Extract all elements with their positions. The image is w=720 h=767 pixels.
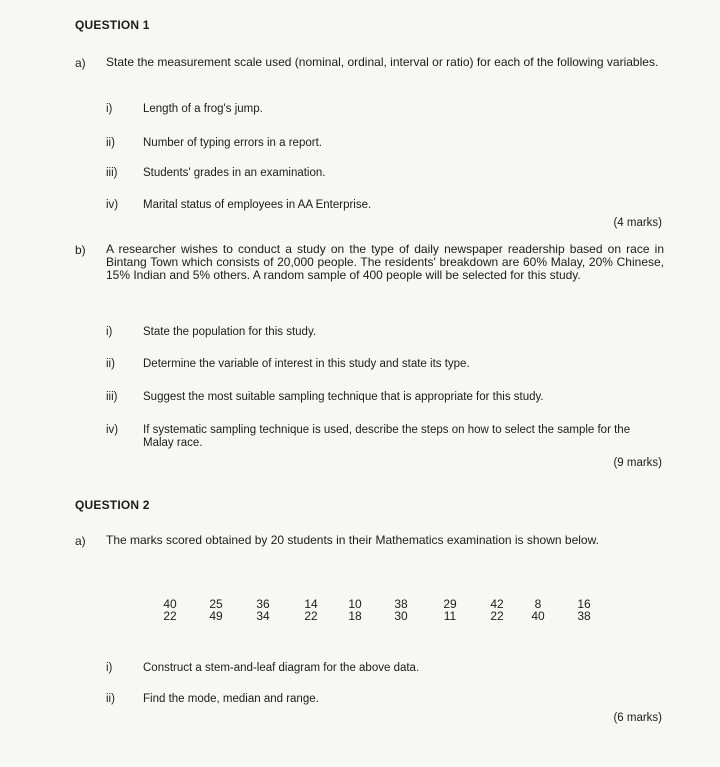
mark-cell: 22 [163, 609, 177, 623]
q2a-item-2-num: ii) [106, 693, 115, 705]
q2a-item-1-num: i) [106, 662, 113, 674]
q2-part-a-label: a) [75, 534, 86, 548]
question-2-title: QUESTION 2 [75, 498, 150, 512]
mark-cell: 36 [256, 597, 270, 611]
mark-cell: 30 [394, 609, 408, 623]
q2-part-a-text: The marks scored obtained by 20 students in their Mathematics examination is shown below. [106, 533, 599, 547]
mark-cell: 16 [577, 597, 591, 611]
q1b-marks: (9 marks) [613, 457, 662, 469]
q1b-item-1-text: State the population for this study. [143, 326, 317, 338]
q1a-item-3-num: iii) [106, 167, 118, 179]
mark-cell: 10 [348, 597, 362, 611]
q1-part-a-text: State the measurement scale used (nominal, ordinal, interval or ratio) for each of the following variables. [106, 55, 659, 69]
mark-cell: 42 [490, 597, 504, 611]
q1a-marks: (4 marks) [613, 217, 662, 229]
mark-cell: 34 [256, 609, 270, 623]
q1a-item-2-num: ii) [106, 137, 115, 149]
mark-cell: 38 [577, 609, 591, 623]
q1a-item-3-text: Students' grades in an examination. [143, 167, 326, 179]
q1-part-b-text: A researcher wishes to conduct a study on the type of daily newspaper readership based on race in Bintang Town which consists of 20,000 people. The residents' breakdown are 60% Malay, 20% Chinese, 15% Indian and 5% others. A random sample of 400 people will be selected for this study. [106, 242, 664, 282]
q1b-item-3-text: Suggest the most suitable sampling technique that is appropriate for this study. [143, 391, 544, 403]
mark-cell: 18 [348, 609, 362, 623]
marks-data-table [158, 598, 596, 622]
q1b-item-2-text: Determine the variable of interest in this study and state its type. [143, 358, 470, 370]
mark-cell: 8 [534, 597, 542, 611]
mark-cell: 22 [304, 609, 318, 623]
q1-part-a-label: a) [75, 56, 86, 70]
q1a-item-4-num: iv) [106, 199, 119, 211]
mark-cell: 38 [394, 597, 408, 611]
q2a-item-1-text: Construct a stem-and-leaf diagram for the above data. [143, 662, 420, 674]
mark-cell: 49 [209, 609, 223, 623]
q1b-item-2-num: ii) [106, 358, 115, 370]
q1a-item-1-text: Length of a frog's jump. [143, 103, 263, 115]
q1b-item-3-num: iii) [106, 391, 118, 403]
question-1-title: QUESTION 1 [75, 18, 150, 32]
q1b-item-4-text: If systematic sampling technique is used, describe the steps on how to select the sample for the Malay race. [143, 424, 631, 449]
q2a-item-2-text: Find the mode, median and range. [143, 693, 319, 705]
mark-cell: 40 [163, 597, 177, 611]
q1a-item-2-text: Number of typing errors in a report. [143, 137, 322, 149]
marks-row-1 [158, 598, 596, 610]
mark-cell: 29 [443, 597, 457, 611]
q1b-item-4-num: iv) [106, 424, 119, 436]
q1a-item-4-text: Marital status of employees in AA Enterprise. [143, 199, 372, 211]
mark-cell: 14 [304, 597, 318, 611]
mark-cell: 11 [443, 609, 457, 623]
q1b-item-1-num: i) [106, 326, 113, 338]
marks-row-2 [158, 610, 596, 622]
q2a-marks: (6 marks) [613, 712, 662, 724]
mark-cell: 25 [209, 597, 223, 611]
mark-cell: 22 [490, 609, 504, 623]
q1a-item-1-num: i) [106, 103, 113, 115]
mark-cell: 40 [531, 609, 545, 623]
q1-part-b-label: b) [75, 243, 86, 257]
